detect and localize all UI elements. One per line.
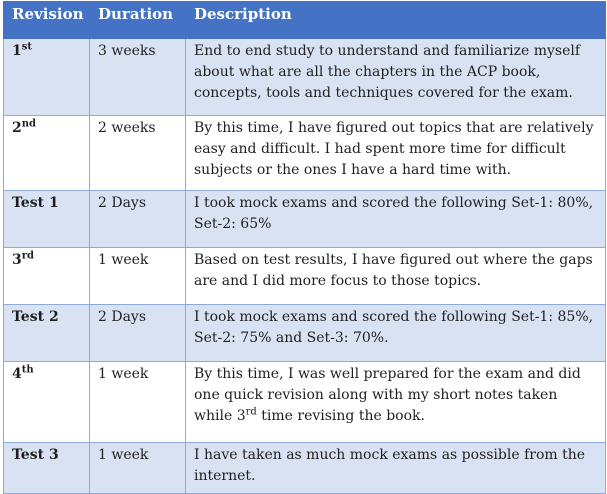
duration-cell: 1 week — [90, 248, 186, 305]
duration-cell: 2 Days — [90, 305, 186, 362]
header-description: Description — [186, 2, 606, 39]
revision-number: 4 — [12, 366, 22, 382]
revision-number: Test 1 — [12, 195, 59, 211]
revision-cell — [4, 362, 90, 443]
revision-cell — [4, 443, 90, 494]
revision-number: 2 — [12, 120, 22, 136]
revision-plan-table — [3, 1, 606, 494]
revision-number: 1 — [12, 43, 22, 59]
header-revision: Revision — [4, 2, 90, 39]
revision-suffix: th — [21, 364, 34, 376]
revision-suffix: rd — [21, 250, 35, 262]
duration-cell: 1 week — [90, 362, 186, 443]
revision-suffix: nd — [21, 118, 37, 130]
revision-number: 3 — [12, 252, 22, 268]
revision-suffix: st — [21, 41, 32, 53]
duration-cell: 3 weeks — [90, 39, 186, 116]
description-text: time revising the book. — [256, 408, 425, 424]
revision-cell — [4, 305, 90, 362]
table-row — [4, 116, 606, 191]
description-cell: Based on test results, I have figured out where the gaps are and I did more focus to those topics. — [186, 248, 606, 305]
table-row — [4, 248, 606, 305]
description-cell: By this time, I have figured out topics that are relatively easy and difficult. I had spent more time for difficult subjects or the ones I have a hard time with. — [186, 116, 606, 191]
description-cell: I took mock exams and scored the following Set-1: 85%, Set-2: 75% and Set-3: 70%. — [186, 305, 606, 362]
description-ordinal: 3 — [236, 408, 246, 424]
duration-cell: 2 Days — [90, 191, 186, 248]
duration-cell: 1 week — [90, 443, 186, 494]
table-row — [4, 191, 606, 248]
table-row — [4, 443, 606, 494]
description-cell: End to end study to understand and familiarize myself about what are all the chapters in the ACP book, concepts, tools and techniques covered for the exam. — [186, 39, 606, 116]
description-cell — [186, 362, 606, 443]
revision-cell — [4, 116, 90, 191]
duration-cell: 2 weeks — [90, 116, 186, 191]
revision-cell — [4, 191, 90, 248]
description-cell: I took mock exams and scored the following Set-1: 80%, Set-2: 65% — [186, 191, 606, 248]
revision-cell — [4, 39, 90, 116]
header-duration: Duration — [90, 2, 186, 39]
table-header-row — [4, 2, 606, 39]
table-row — [4, 362, 606, 443]
revision-number: Test 2 — [12, 309, 59, 325]
description-text: By this time, I was well prepared for the exam and did one quick revision along with my short notes taken while — [194, 366, 581, 424]
table-row — [4, 39, 606, 116]
table-row — [4, 305, 606, 362]
revision-cell — [4, 248, 90, 305]
description-cell: I have taken as much mock exams as possible from the internet. — [186, 443, 606, 494]
revision-number: Test 3 — [12, 447, 59, 463]
description-ordinal-suffix: rd — [245, 406, 257, 418]
